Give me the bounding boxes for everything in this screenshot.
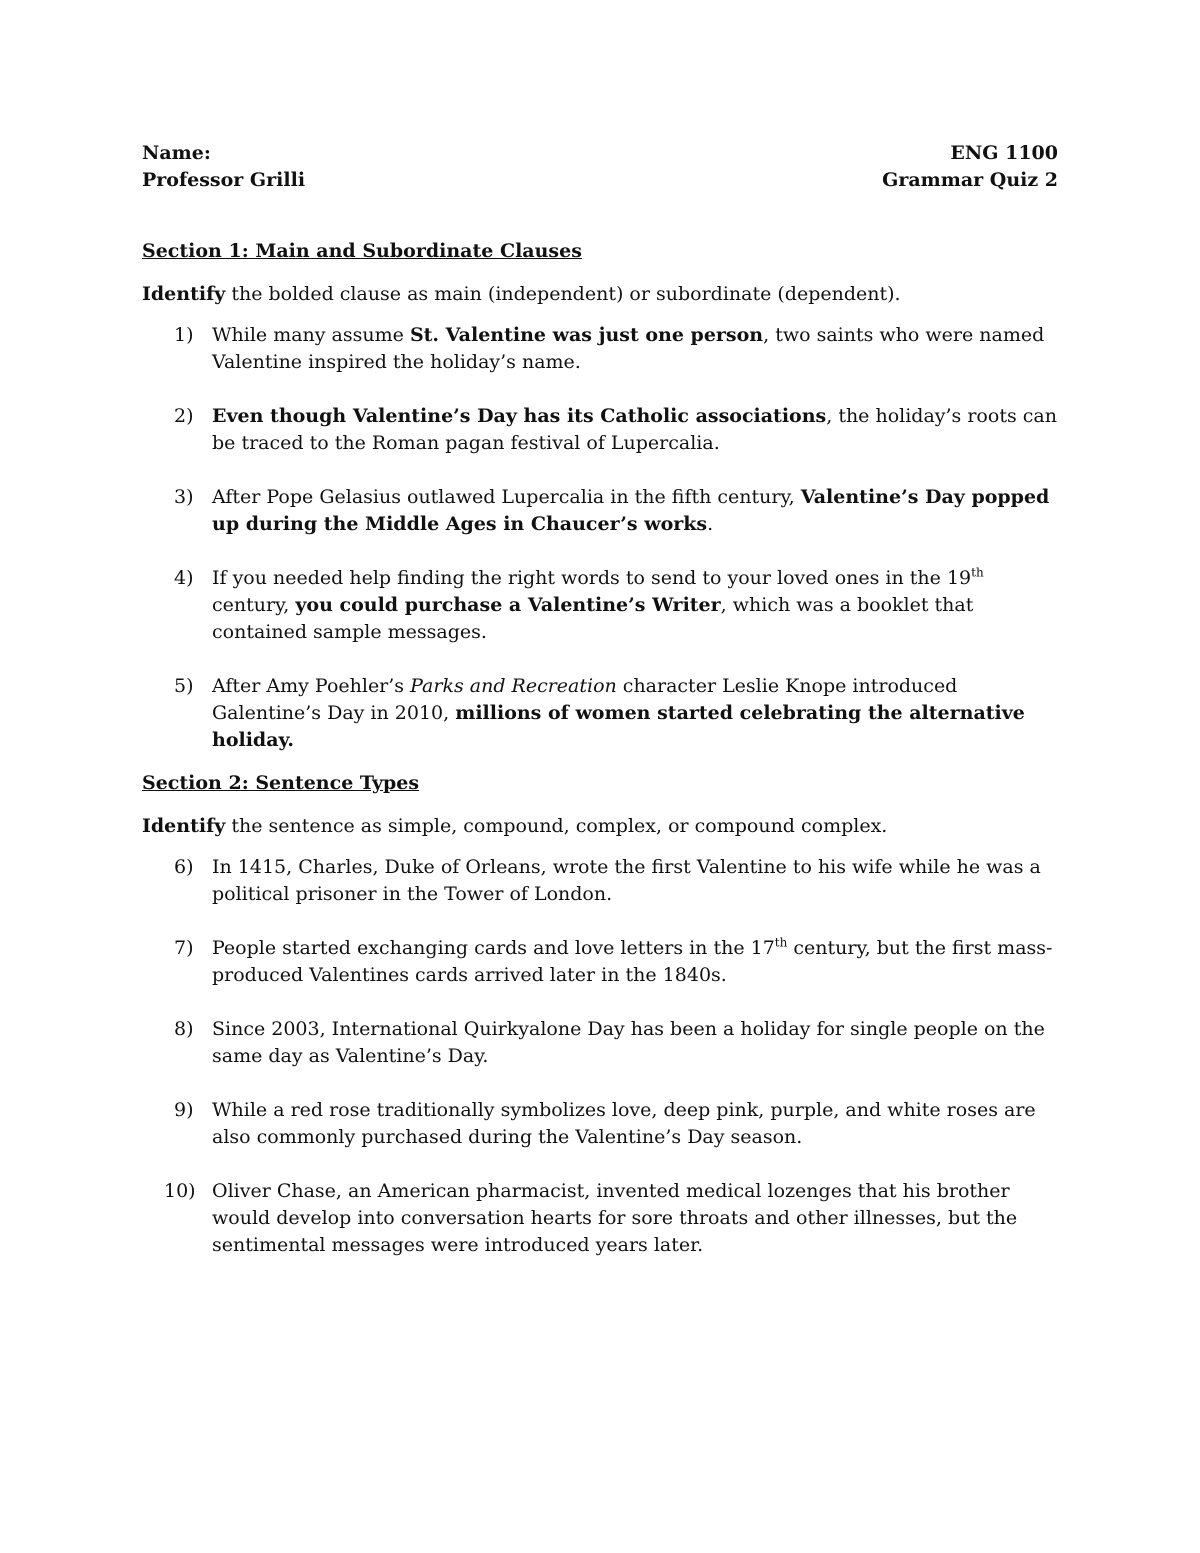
question-text xyxy=(212,567,984,643)
question-text-run: After Pope Gelasius outlawed Lupercalia in the fifth century, xyxy=(212,486,801,508)
question-text-run: century, but the first mass-produced Valentines cards arrived later in the 1840s. xyxy=(212,937,1053,986)
question-item xyxy=(142,1097,1058,1151)
ordinal-suffix: th xyxy=(971,565,984,580)
bolded-clause: you could purchase a Valentine’s Writer xyxy=(295,594,721,616)
question-text xyxy=(212,1018,1045,1067)
question-text-run: character Leslie Knope introduced Galentine’s Day in 2010, xyxy=(212,675,958,724)
question-number: 7) xyxy=(174,937,194,959)
question-text xyxy=(212,486,1049,535)
question-text xyxy=(212,324,1044,373)
question-item xyxy=(142,403,1058,457)
question-item xyxy=(142,673,1058,754)
section-2-title: Section 2: Sentence Types xyxy=(142,772,420,794)
section-1-instruction-verb: Identify xyxy=(142,283,226,305)
question-item xyxy=(142,565,1058,646)
question-number: 2) xyxy=(174,405,194,427)
course-code: ENG 1100 xyxy=(950,142,1058,164)
section-1-title: Section 1: Main and Subordinate Clauses xyxy=(142,240,582,262)
question-item xyxy=(142,935,1058,989)
question-text-run: . xyxy=(707,513,714,535)
question-number: 8) xyxy=(174,1018,194,1040)
bolded-clause: St. Valentine was just one person xyxy=(409,324,764,346)
question-item xyxy=(142,484,1058,538)
question-text-run: People started exchanging cards and love letters in the 17 xyxy=(212,937,775,959)
section-2-instruction xyxy=(142,813,1058,840)
question-number: 3) xyxy=(174,486,194,508)
question-text xyxy=(212,856,1041,905)
question-text-run: If you needed help finding the right words to send to your loved ones in the 19 xyxy=(212,567,972,589)
quiz-title: Grammar Quiz 2 xyxy=(882,169,1058,191)
section-1-instruction xyxy=(142,281,1058,308)
question-text-run: century, xyxy=(212,594,296,616)
question-item xyxy=(142,854,1058,908)
question-item xyxy=(142,1016,1058,1070)
header-row-1 xyxy=(142,140,1058,167)
question-number: 4) xyxy=(174,567,194,589)
question-text-run: After Amy Poehler’s xyxy=(212,675,411,697)
question-text-run: Oliver Chase, an American pharmacist, invented medical lozenges that his brother would develop into conversation hearts for sore throats and other illnesses, but the sentimental messages were introduced years later. xyxy=(212,1180,1018,1256)
question-text-run: , the holiday’s roots can be traced to the Roman pagan festival of Lupercalia. xyxy=(212,405,1057,454)
ordinal-suffix: th xyxy=(774,935,788,950)
italic-title: Parks and Recreation xyxy=(410,675,617,697)
section-2-instruction-text: the sentence as simple, compound, complex, or compound complex. xyxy=(225,815,888,837)
question-number: 6) xyxy=(174,856,194,878)
question-text-run: While many assume xyxy=(212,324,410,346)
question-text-run: , which was a booklet that contained sample messages. xyxy=(212,594,974,643)
question-number: 1) xyxy=(174,324,194,346)
bolded-clause: Valentine’s Day popped up during the Middle Ages in Chaucer’s works xyxy=(212,486,1050,535)
bolded-clause: millions of women started celebrating the alternative holiday. xyxy=(212,702,1025,751)
question-text xyxy=(212,1099,1036,1148)
document-page xyxy=(142,140,1058,1286)
section-2-questions xyxy=(142,854,1058,1259)
section-1-questions xyxy=(142,322,1058,754)
section-1-instruction-text: the bolded clause as main (independent) or subordinate (dependent). xyxy=(225,283,901,305)
question-text-run: In 1415, Charles, Duke of Orleans, wrote the first Valentine to his wife while he was a political prisoner in the Tower of London. xyxy=(212,856,1041,905)
question-text xyxy=(212,1180,1017,1256)
question-number: 10) xyxy=(164,1180,196,1202)
question-number: 9) xyxy=(174,1099,194,1121)
header-row-2 xyxy=(142,167,1058,194)
question-text xyxy=(212,405,1057,454)
question-text xyxy=(212,937,1052,986)
question-text-run: While a red rose traditionally symbolizes love, deep pink, purple, and white roses are also commonly purchased during the Valentine’s Day season. xyxy=(212,1099,1036,1148)
question-text-run: Since 2003, International Quirkyalone Day has been a holiday for single people on the same day as Valentine’s Day. xyxy=(212,1018,1045,1067)
question-item xyxy=(142,1178,1058,1259)
section-2-instruction-verb: Identify xyxy=(142,815,226,837)
question-text-run: , two saints who were named Valentine inspired the holiday’s name. xyxy=(212,324,1045,373)
bolded-clause: Even though Valentine’s Day has its Catholic associations xyxy=(212,405,827,427)
question-text xyxy=(212,675,1025,751)
question-number: 5) xyxy=(174,675,194,697)
name-label: Name: xyxy=(142,142,211,164)
question-item xyxy=(142,322,1058,376)
professor-name: Professor Grilli xyxy=(142,169,306,191)
